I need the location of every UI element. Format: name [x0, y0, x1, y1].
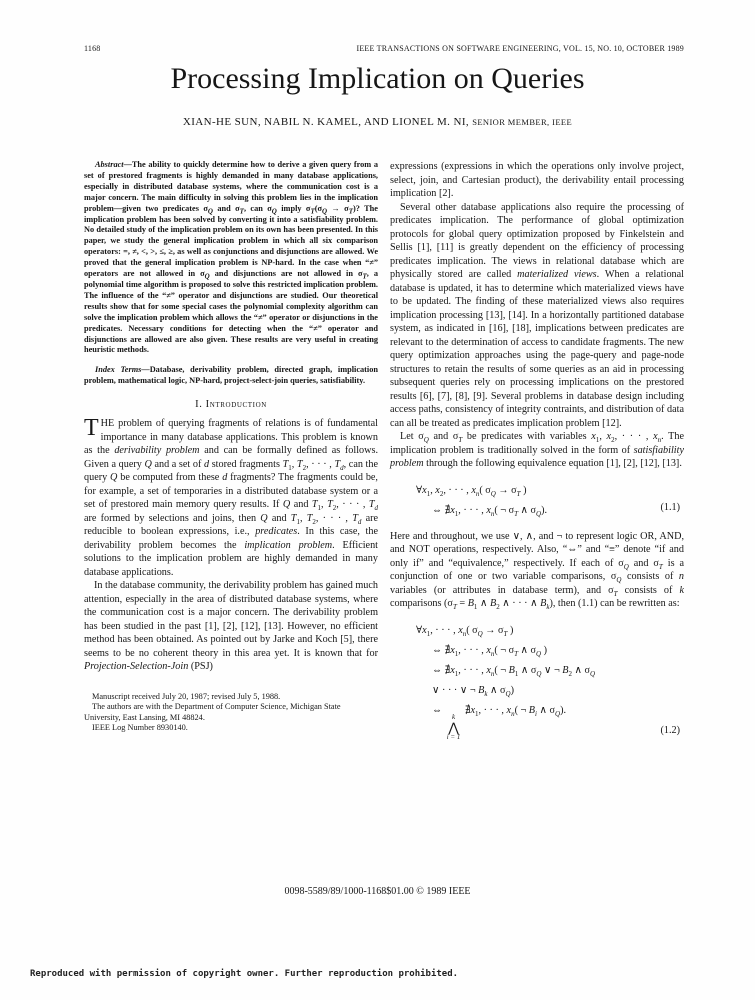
- abstract-text: The ability to quickly determine how to derive a given query from a set of prestored fragments is highly demanded in many database applications, especially in distributed database systems, where the communication cost is a major concern. The main difficulty in solving this problem lies in the implication problem—given two predicates $\sigma_Q$ and $\sigma_T$, can $\sigma_Q$ imply $\sigma_T(\sigma_Q \to \sigma_T)$? The implication problem has been solved by converting it into a satisfiability problem. No detailed study of the implication problem on its own has been presented. In this paper, we study the general implication problem in which all six comparison operators: =, ≠, <, >, ≤, ≥, as well as conjunctions and disjunctions are allowed. We proved that the general implication problem is NP-hard. In the case when “≠” operators are not allowed in $\sigma_Q$ and disjunctions are not allowed in $\sigma_T$, a polynomial time algorithm is proposed to solve this restricted implication problem. The influence of the “≠” operator and disjunctions are studied. Our theoretical results show that for some special cases the polynomial complexity algorithm can solve the implication problem which allows the “≠” operator or disjunctions in the predicates. Necessary conditions for detecting when the “≠” operator and disjunctions are allowed are also given. These results are very useful in creating heuristic methods.: [84, 160, 379, 355]
- equation-1-1-line-2: ⇔ $∄x_1$, · · · , $x_n$( ¬ $\sigma_T$ ∧ $\sigma_Q$).: [432, 504, 548, 518]
- journal-title: IEEE TRANSACTIONS ON SOFTWARE ENGINEERING, VOL. 15, NO. 10, OCTOBER 1989: [356, 44, 684, 53]
- author-names: XIAN-HE SUN, NABIL N. KAMEL, AND LIONEL M. NI,: [182, 116, 473, 128]
- drop-cap: T: [84, 415, 99, 442]
- right-column: [390, 160, 684, 890]
- body-paragraph-continuation: expressions (expressions in which the operations only involve project, select, join, and Cartesian product), the derivability entail processing implication [2].: [390, 161, 684, 199]
- big-conjunction-operator: [447, 714, 461, 741]
- footnote-received: Manuscript received July 20, 1987; revised July 5, 1988.: [92, 691, 281, 701]
- equation-1-2-line-5-prefix: ⇔: [432, 704, 445, 716]
- abstract-paragraph: [84, 160, 378, 356]
- equation-1-2-line-5: [416, 703, 684, 741]
- author-membership: SENIOR MEMBER, IEEE: [472, 117, 573, 127]
- intro-paragraph-2: In the database community, the derivability problem has gained much attention, especially in the area of distributed database systems, where the communication cost is a major concern. The derivability problem has been studied in the past [1], [2], [12], [13]. However, no efficient method has been obtained. As pointed out by Jarke and Koch [5], there seems to be no coherent theory in this area yet. It is known that for Projection-Selection-Join (PSJ): [84, 580, 378, 673]
- equation-1-1: [390, 483, 684, 518]
- intro-paragraph-1: [84, 417, 378, 579]
- index-terms-paragraph: [84, 365, 378, 387]
- left-column: [84, 160, 378, 890]
- body-paragraph-predicates: Let $\sigma_Q$ and $\sigma_T$ be predicates with variables $x_1$, $x_2$, · · · , $x_n$. The implication problem is traditionally solved in the form of satisfiability problem through the following equivalence equation [1], [2], [12], [13].: [390, 431, 684, 469]
- page-number: 1168: [84, 44, 101, 53]
- abstract-label: Abstract—: [95, 160, 132, 169]
- authors-line: [0, 116, 755, 128]
- copyright-line: 0098-5589/89/1000-1168$01.00 © 1989 IEEE: [284, 886, 471, 897]
- equation-1-2-line-2: ⇔ $∄x_1$, · · · , $x_n$( ¬ $\sigma_T$ ∧ $\sigma_Q$ ): [432, 644, 548, 658]
- equation-1-2: [390, 623, 684, 741]
- body-paragraph-applications: Several other database applications also require the processing of predicates implication. The performance of global optimization protocols for global query optimization proposed by Finkelstein and Sellis [1], [11] is greatly dependent on the efficiency of processing predicates implication. The views in relational database which are physically stored are called materialized views. When a relational database is updated, it has to determine which materialized views have to be updated. The finding of these materialized views also requires implication processing [13], [14]. In a horizontally partitioned database system, as indicated in [16], [18], implications between predicates are relevant to the determination of access to candidate fragments. The new query optimization approaches using the page-query and page-node structures to retain the results of some queries as an aid in processing subsequent queries rely on processing implications on the prestored results [6], [7], [8], [9]. Several problems in database design including access paths, consistency of integrity contraints, and distribution of data can all be treated as predicates implication problem [12].: [390, 201, 684, 429]
- intro-paragraph-1-text: problem of querying fragments of relations is of fundamental importance in many database applications. This problem is known as the derivability problem and can be formally defined as follows. Given a query Q and a set of d stored fragments $T_1$, $T_2$, · · · , $T_d$, can the query Q be computed from these d fragments? The fragments could be, for example, a set of temporaries in a distributed database system or a set of prestored main memory query results. If Q and $T_1$, $T_2$, · · · , $T_d$ are formed by selections and joins, then Q and $T_1$, $T_2$, · · · , $T_d$ are reducible to boolean expressions, i.e., predicates. In this case, the derivability problem becomes the implication problem. Efficient solutions to the implication problem are highly demanded in many database applications.: [84, 418, 379, 578]
- lead-caps: HE: [100, 418, 115, 430]
- equation-1-1-label: (1.1): [660, 501, 680, 513]
- equation-1-2-line-5-body: $∄x_1$, · · · , $x_n$( ¬ $B_i$ ∧ $\sigma_Q$).: [462, 704, 567, 718]
- footnote-block: [84, 692, 378, 734]
- two-column-body: [84, 160, 684, 890]
- reproduction-notice: Reproduced with permission of copyright owner. Further reproduction prohibited.: [30, 969, 459, 979]
- index-terms-text: Database, derivability problem, directed graph, implication problem, mathematical logic, NP-hard, project-select-join queries, satisfiability.: [84, 365, 378, 386]
- footnote-affiliation: The authors are with the Department of Computer Science, Michigan State University, East Lansing, MI 48824.: [84, 702, 341, 722]
- body-paragraph-notation: Here and throughout, we use ∨, ∧, and ¬ to represent logic OR, AND, and NOT operations, respectively. Also, “⇔” and “≡” denote “if and only if” and “equivalence,” respectively. If each of $\sigma_Q$ and $\sigma_T$ is a conjunction of one or two variable comparisons, $\sigma_Q$ consists of n variables (or attributes in database term), and $\sigma_T$ consists of k comparisons ($\sigma_T = B_1$ ∧ $B_2$ ∧ · · · ∧ $B_k$), then (1.1) can be rewritten as:: [390, 530, 684, 612]
- index-terms-label: Index Terms—: [95, 365, 150, 375]
- running-head: [84, 44, 684, 53]
- equation-1-2-line-3: ⇔ $∄x_1$, · · · , $x_n$( ¬ $B_1$ ∧ $\sigma_Q$ ∨ ¬ $B_2$ ∧ $\sigma_Q$: [432, 664, 596, 678]
- big-op-upper-limit: k: [452, 712, 456, 721]
- section-heading-introduction: I. Introduction: [195, 399, 267, 411]
- equation-1-2-line-4: ∨ · · · ∨ ¬ $B_k$ ∧ $\sigma_Q$): [432, 684, 514, 698]
- equation-1-1-line-1: $\forall x_1$, $x_2$, · · · , $x_n$( $\sigma_Q \to \sigma_T$ ): [416, 484, 527, 498]
- equation-1-2-line-1: $\forall x_1$, · · · , $x_n$( $\sigma_Q \to \sigma_T$ ): [416, 624, 514, 638]
- footnote-log-number: IEEE Log Number 8930140.: [92, 723, 188, 733]
- big-op-symbol: ⋀: [448, 719, 459, 735]
- paper-title: Processing Implication on Queries: [170, 62, 585, 95]
- equation-1-2-label: (1.2): [660, 724, 680, 736]
- big-op-lower-limit: i = 1: [446, 732, 461, 741]
